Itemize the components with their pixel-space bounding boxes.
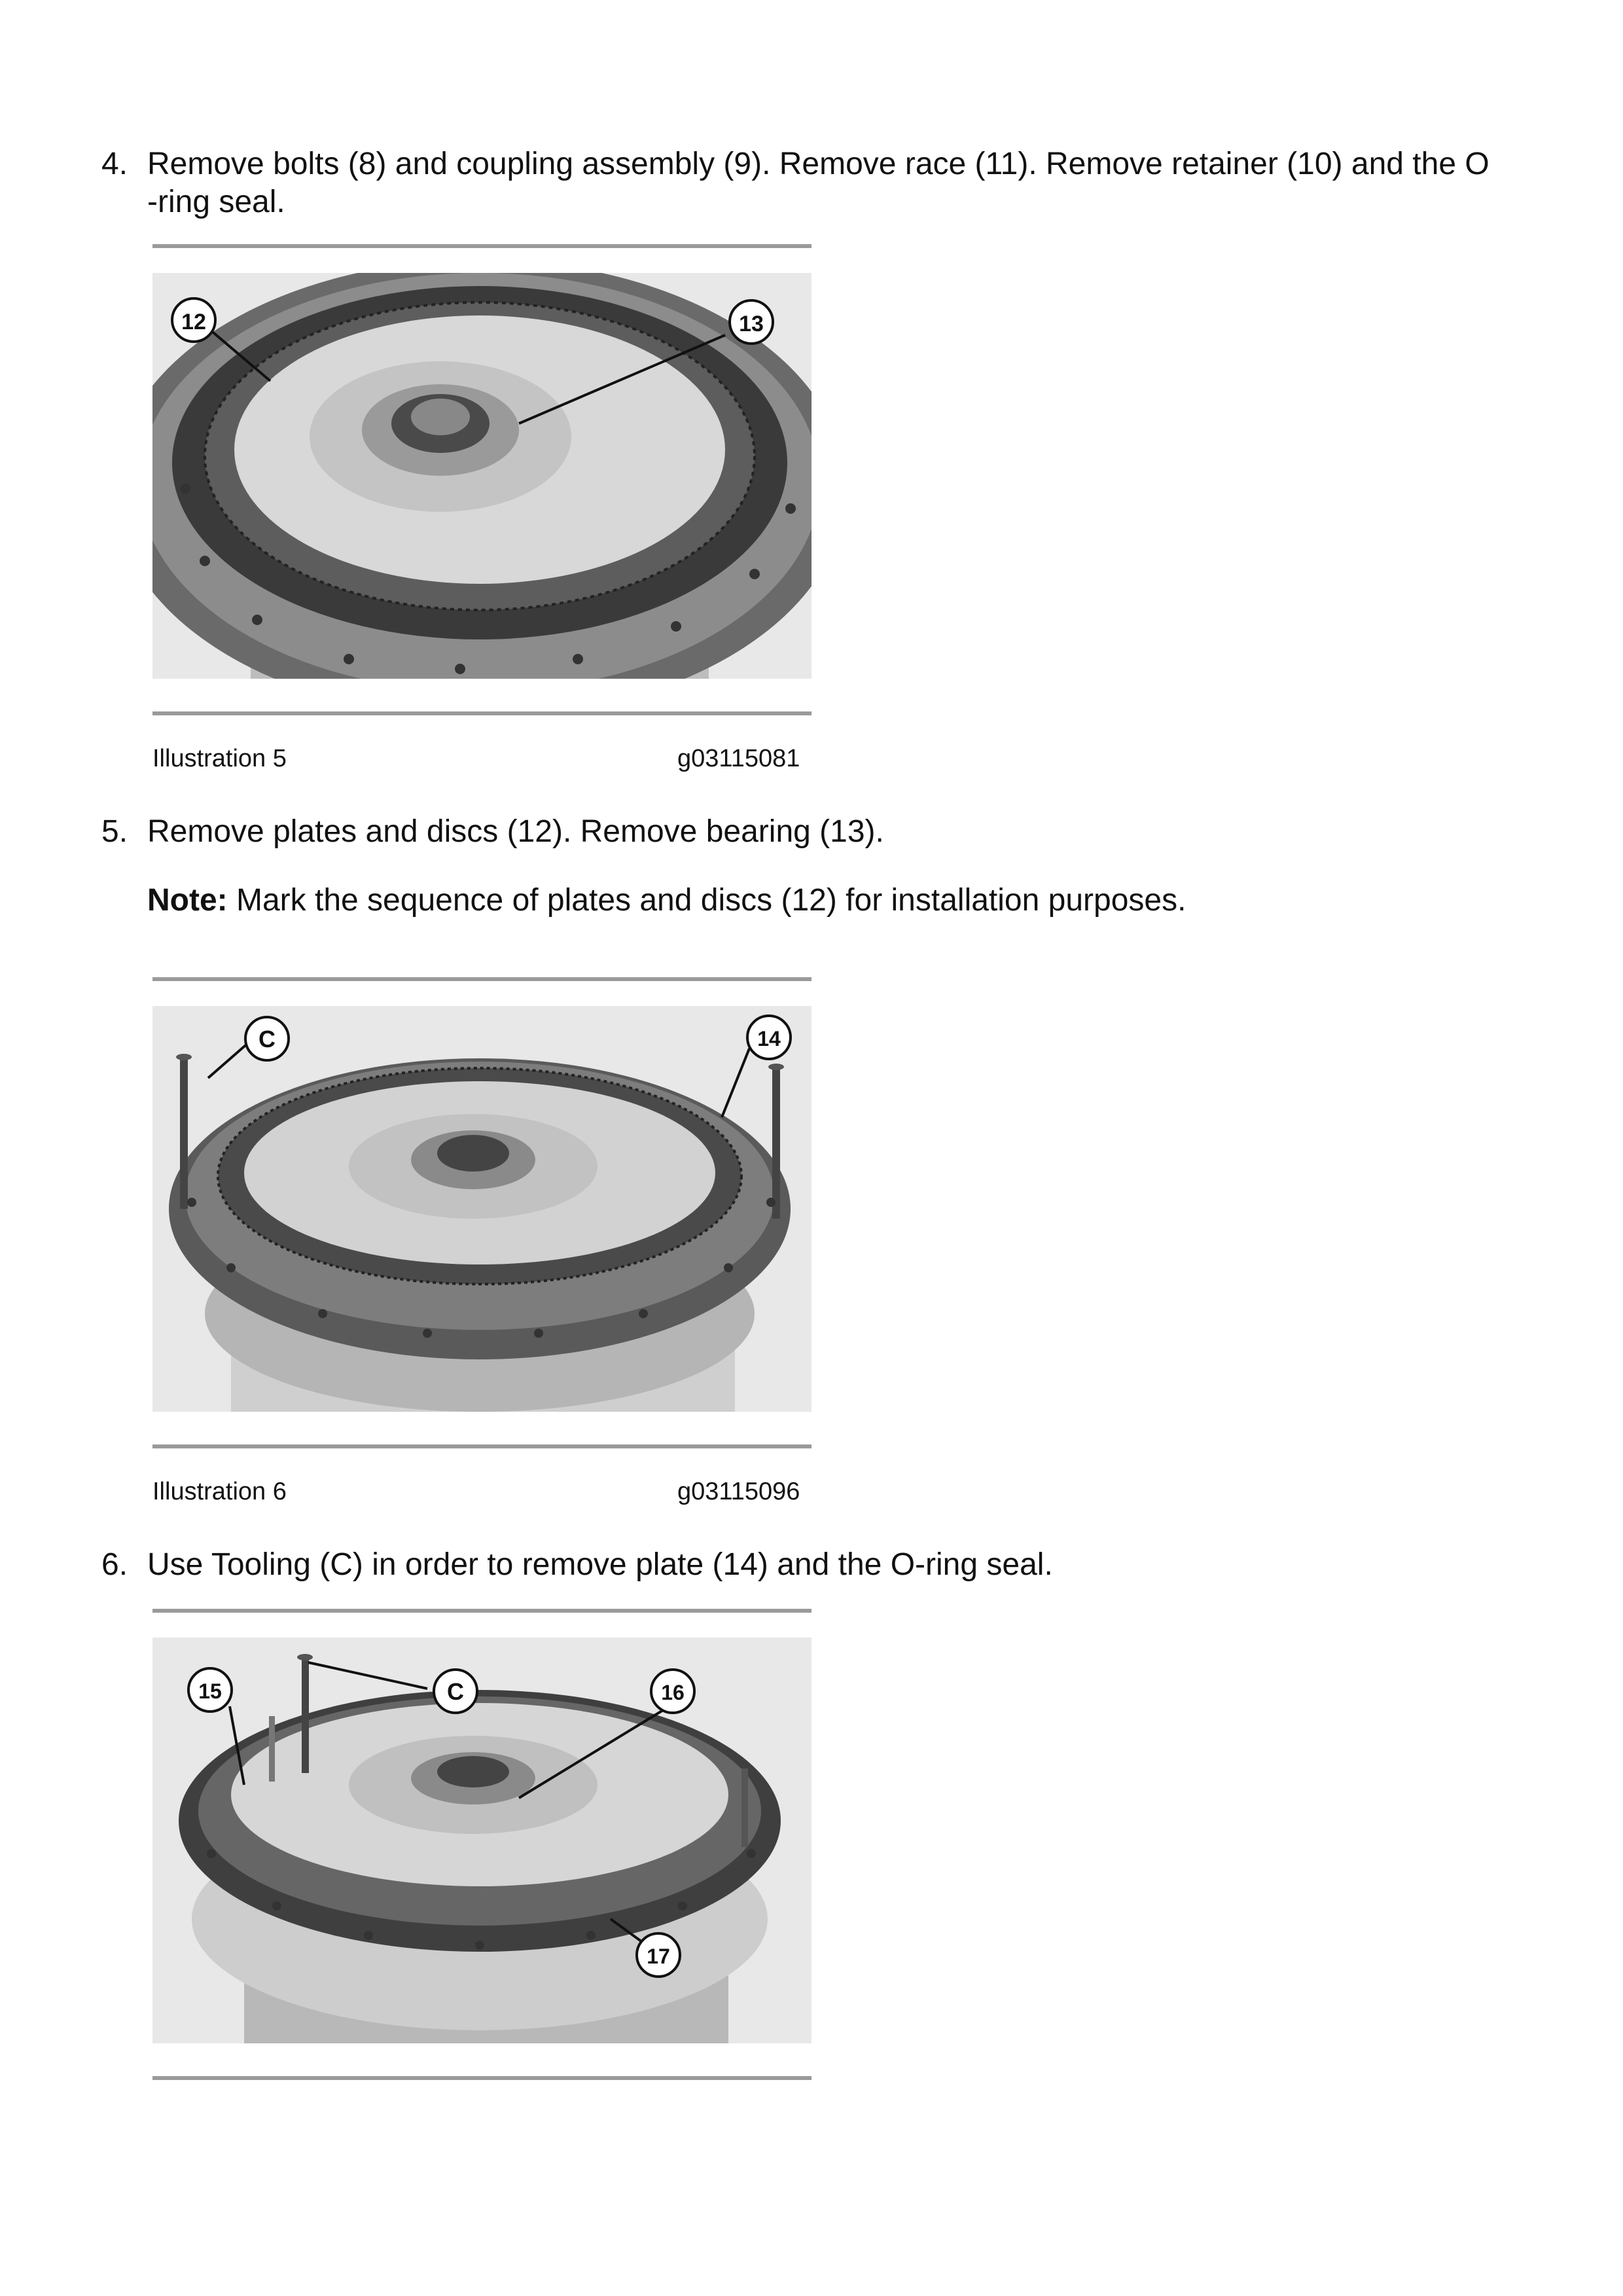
step-text-line1: Remove bolts (8) and coupling assembly (9). Remove race (11). Remove retainer (10) and the O bbox=[147, 147, 1489, 181]
illustration-6-photo bbox=[152, 1006, 812, 1412]
step-number: 5. bbox=[101, 814, 128, 849]
step-text-line1: Remove plates and discs (12). Remove bearing (13). bbox=[147, 814, 884, 849]
callout-12: 12 bbox=[181, 310, 206, 334]
divider bbox=[152, 1444, 812, 1448]
note-label: Note: bbox=[147, 883, 228, 918]
callout-16: 16 bbox=[661, 1681, 685, 1704]
step-text-line1: Use Tooling (C) in order to remove plate (14) and the O-ring seal. bbox=[147, 1547, 1053, 1582]
note bbox=[147, 882, 1186, 920]
step-text-line2: -ring seal. bbox=[147, 185, 285, 219]
divider bbox=[152, 1609, 812, 1613]
illustration-code: g03115081 bbox=[677, 745, 800, 772]
note-text: Mark the sequence of plates and discs (12) for installation purposes. bbox=[227, 883, 1186, 918]
callout-c: C bbox=[259, 1026, 276, 1052]
callout-c: C bbox=[447, 1678, 464, 1705]
divider bbox=[152, 2076, 812, 2080]
callout-14: 14 bbox=[757, 1027, 781, 1050]
illustration-label: Illustration 5 bbox=[152, 745, 287, 772]
illustration-7-photo bbox=[152, 1638, 812, 2043]
illustration-label: Illustration 6 bbox=[152, 1478, 287, 1505]
divider bbox=[152, 244, 812, 248]
step-number: 6. bbox=[101, 1547, 128, 1582]
divider bbox=[152, 977, 812, 981]
illustration-5-photo bbox=[152, 273, 812, 679]
illustration-code: g03115096 bbox=[677, 1478, 800, 1505]
callout-15: 15 bbox=[198, 1679, 222, 1703]
step-number: 4. bbox=[101, 147, 128, 181]
callout-17: 17 bbox=[647, 1945, 670, 1968]
callout-13: 13 bbox=[739, 312, 764, 336]
divider bbox=[152, 711, 812, 715]
